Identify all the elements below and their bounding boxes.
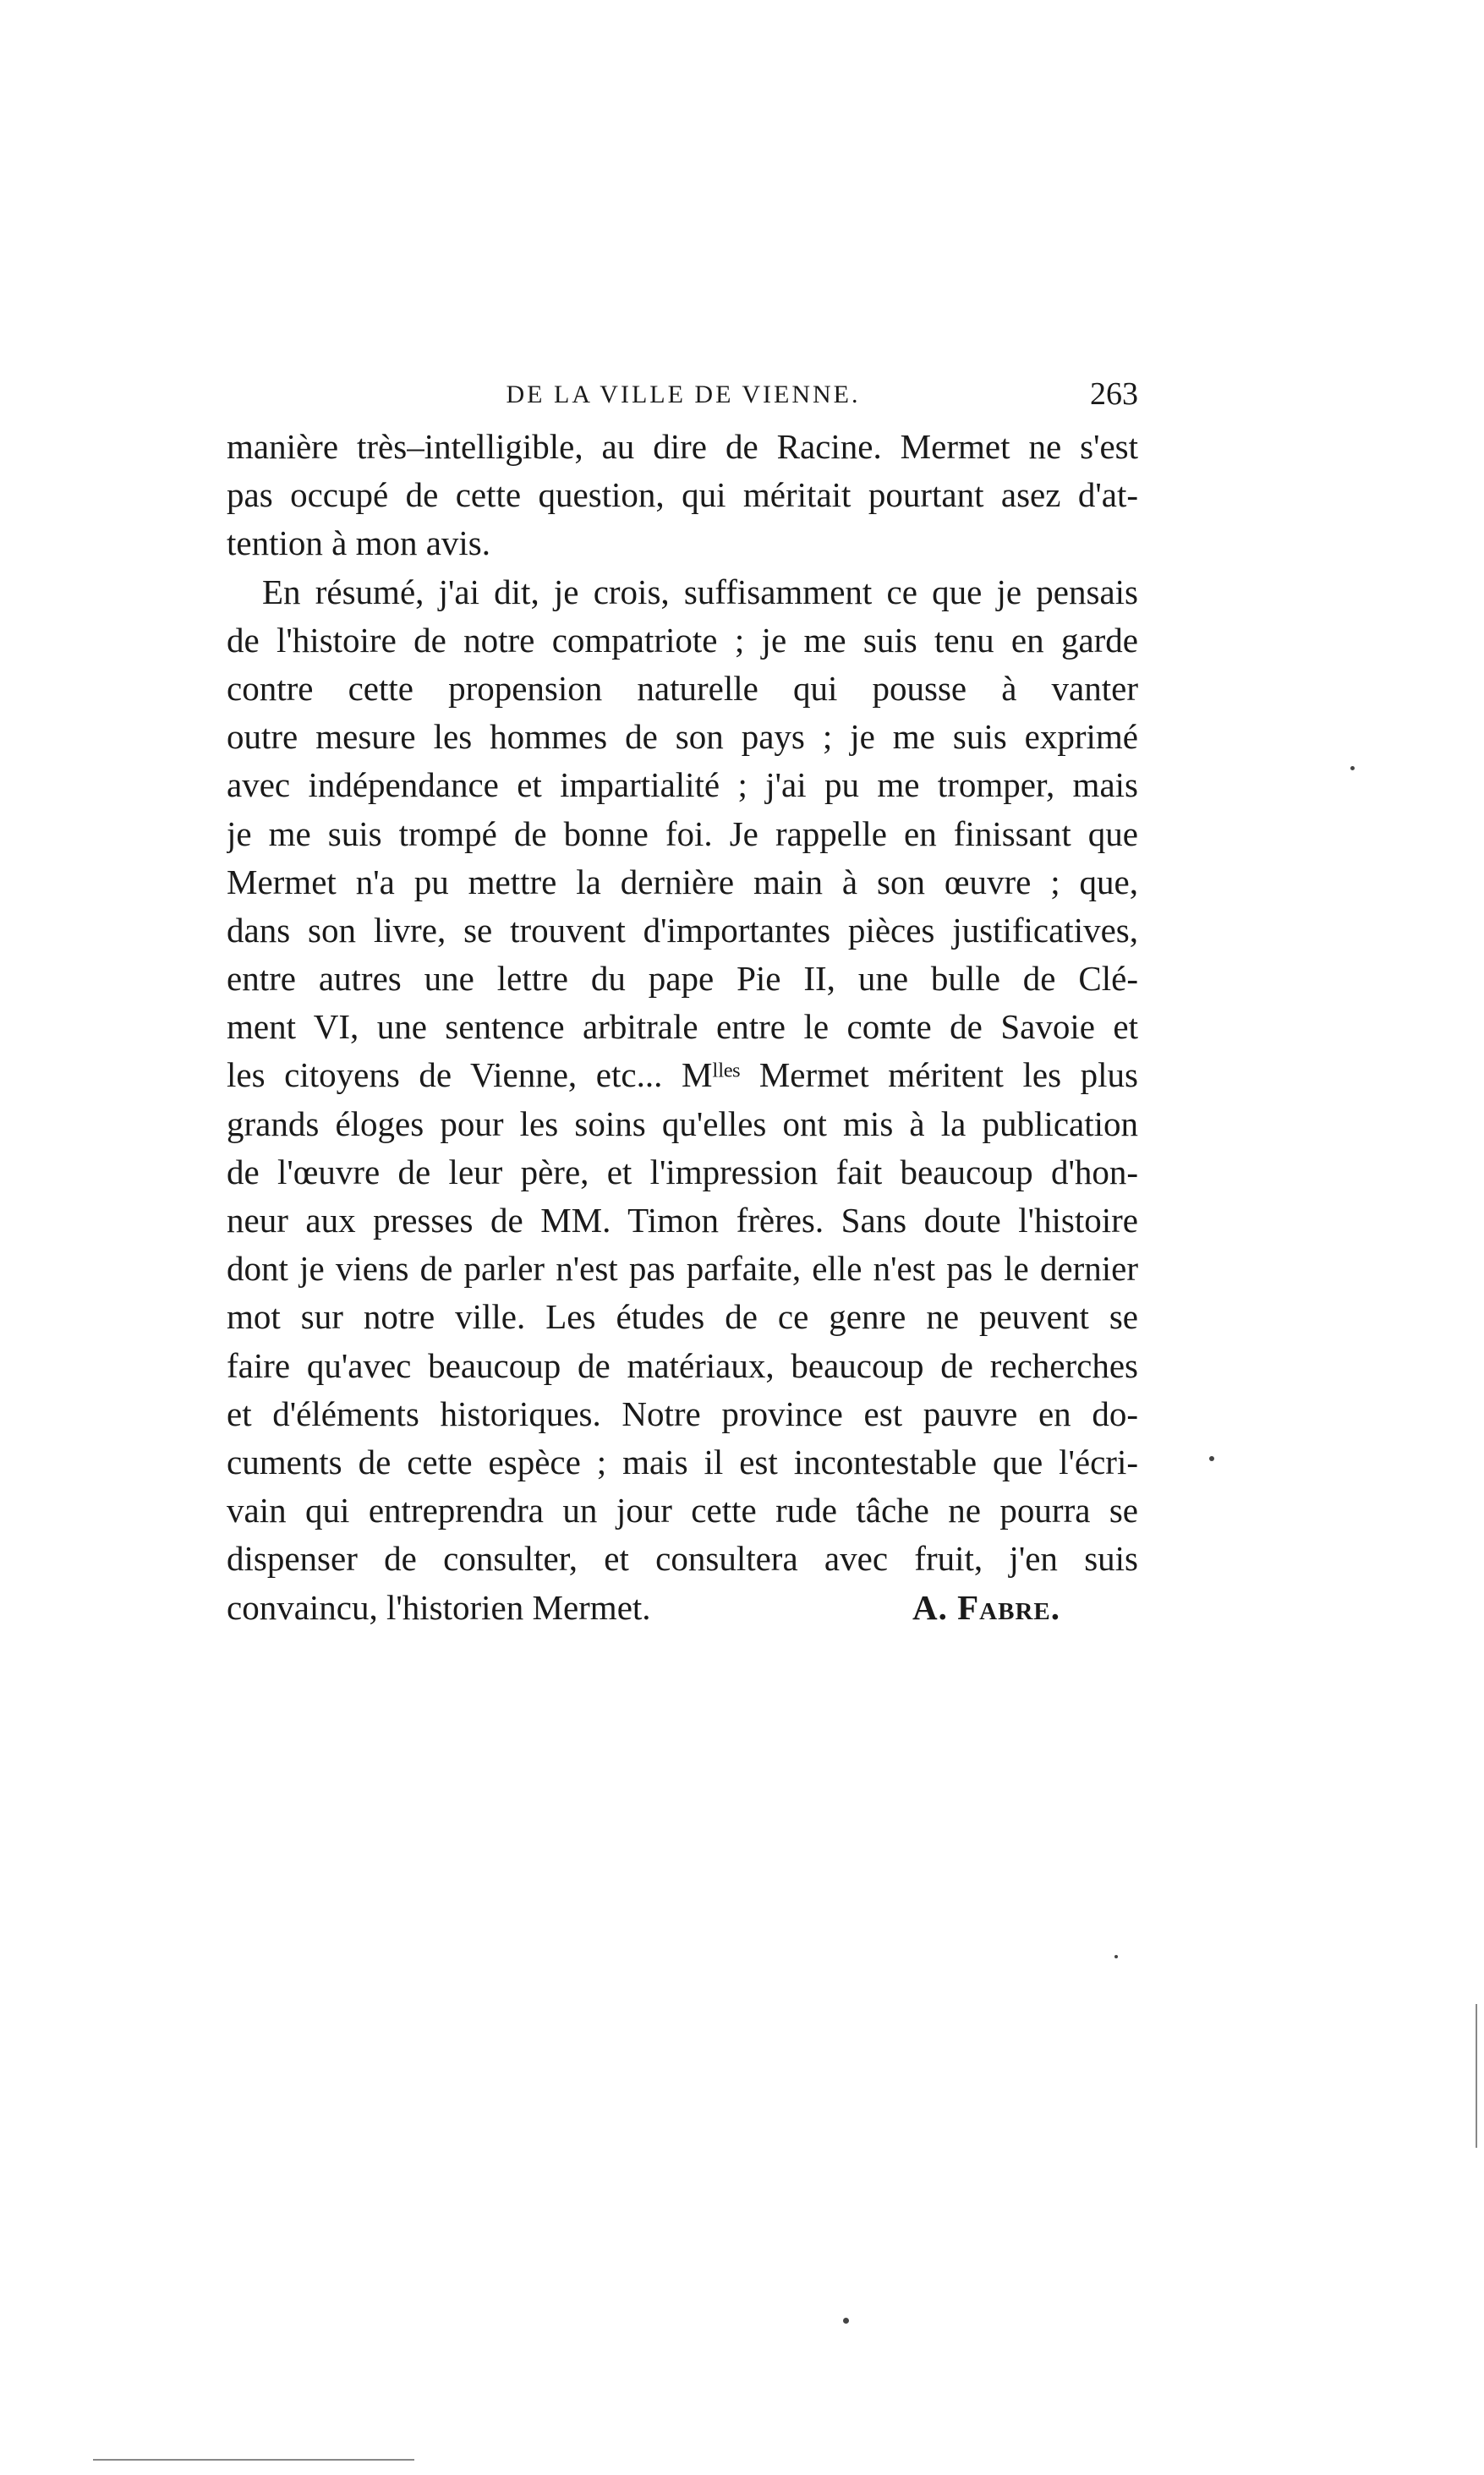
scan-speck (1350, 766, 1355, 770)
text-line: et d'éléments historiques. Notre province est pauvre en do- (227, 1394, 1138, 1433)
scan-speck (1209, 1456, 1214, 1461)
closing-line (227, 1584, 1138, 1632)
text-line: de l'œuvre de leur père, et l'impression fait beaucoup d'hon- (227, 1152, 1138, 1191)
text-line: les citoyens de Vienne, etc... Mˡˡᵉˢ Mermet méritent les plus (227, 1055, 1138, 1095)
text-line: pas occupé de cette question, qui méritait pourtant asez d'at- (227, 475, 1138, 515)
scan-edge-line (1476, 2004, 1477, 2148)
running-title: DE LA VILLE DE VIENNE. (506, 381, 861, 408)
scan-speck (1114, 1955, 1118, 1958)
text-line: dans son livre, se trouvent d'importantes pièces justificatives, (227, 910, 1138, 950)
body-text (227, 423, 1138, 1632)
text-line: Mermet n'a pu mettre la dernière main à son œuvre ; que, (227, 862, 1138, 901)
text-line: cuments de cette espèce ; mais il est incontestable que l'écri- (227, 1442, 1138, 1481)
text-line: contre cette propension naturelle qui pousse à vanter (227, 668, 1138, 708)
scan-speck (843, 2318, 849, 2324)
text-line: entre autres une lettre du pape Pie II, une bulle de Clé- (227, 959, 1138, 999)
author-signature: A. Fabre. (912, 1587, 1060, 1627)
text-line: faire qu'avec beaucoup de matériaux, beaucoup de recherches (227, 1345, 1138, 1385)
scan-edge-line (93, 2459, 414, 2461)
text-line: ment VI, une sentence arbitrale entre le comte de Savoie et (227, 1007, 1138, 1047)
text-line: grands éloges pour les soins qu'elles ont mis à la publication (227, 1103, 1138, 1143)
text-line: dispenser de consulter, et consultera avec fruit, j'en suis (227, 1539, 1138, 1579)
closing-text: convaincu, l'historien Mermet. (227, 1587, 651, 1627)
text-line: vain qui entreprendra un jour cette rude tâche ne pourra se (227, 1491, 1138, 1530)
text-line: de l'histoire de notre compatriote ; je me suis tenu en garde (227, 620, 1138, 660)
text-line: avec indépendance et impartialité ; j'ai pu me tromper, mais (227, 765, 1138, 805)
text-line: outre mesure les hommes de son pays ; je me suis exprimé (227, 717, 1138, 757)
running-head (228, 372, 1138, 414)
text-line: dont je viens de parler n'est pas parfaite, elle n'est pas le dernier (227, 1249, 1138, 1289)
text-line: En résumé, j'ai dit, je crois, suffisamment ce que je pensais (262, 572, 1138, 611)
text-line: neur aux presses de MM. Timon frères. Sans doute l'histoire (227, 1201, 1138, 1240)
page-number: 263 (1090, 376, 1138, 412)
text-line: manière très–intelligible, au dire de Racine. Mermet ne s'est (227, 427, 1138, 466)
text-line: tention à mon avis. (227, 523, 491, 563)
text-line: je me suis trompé de bonne foi. Je rappelle en finissant que (227, 813, 1138, 853)
text-line: mot sur notre ville. Les études de ce genre ne peuvent se (227, 1297, 1138, 1337)
